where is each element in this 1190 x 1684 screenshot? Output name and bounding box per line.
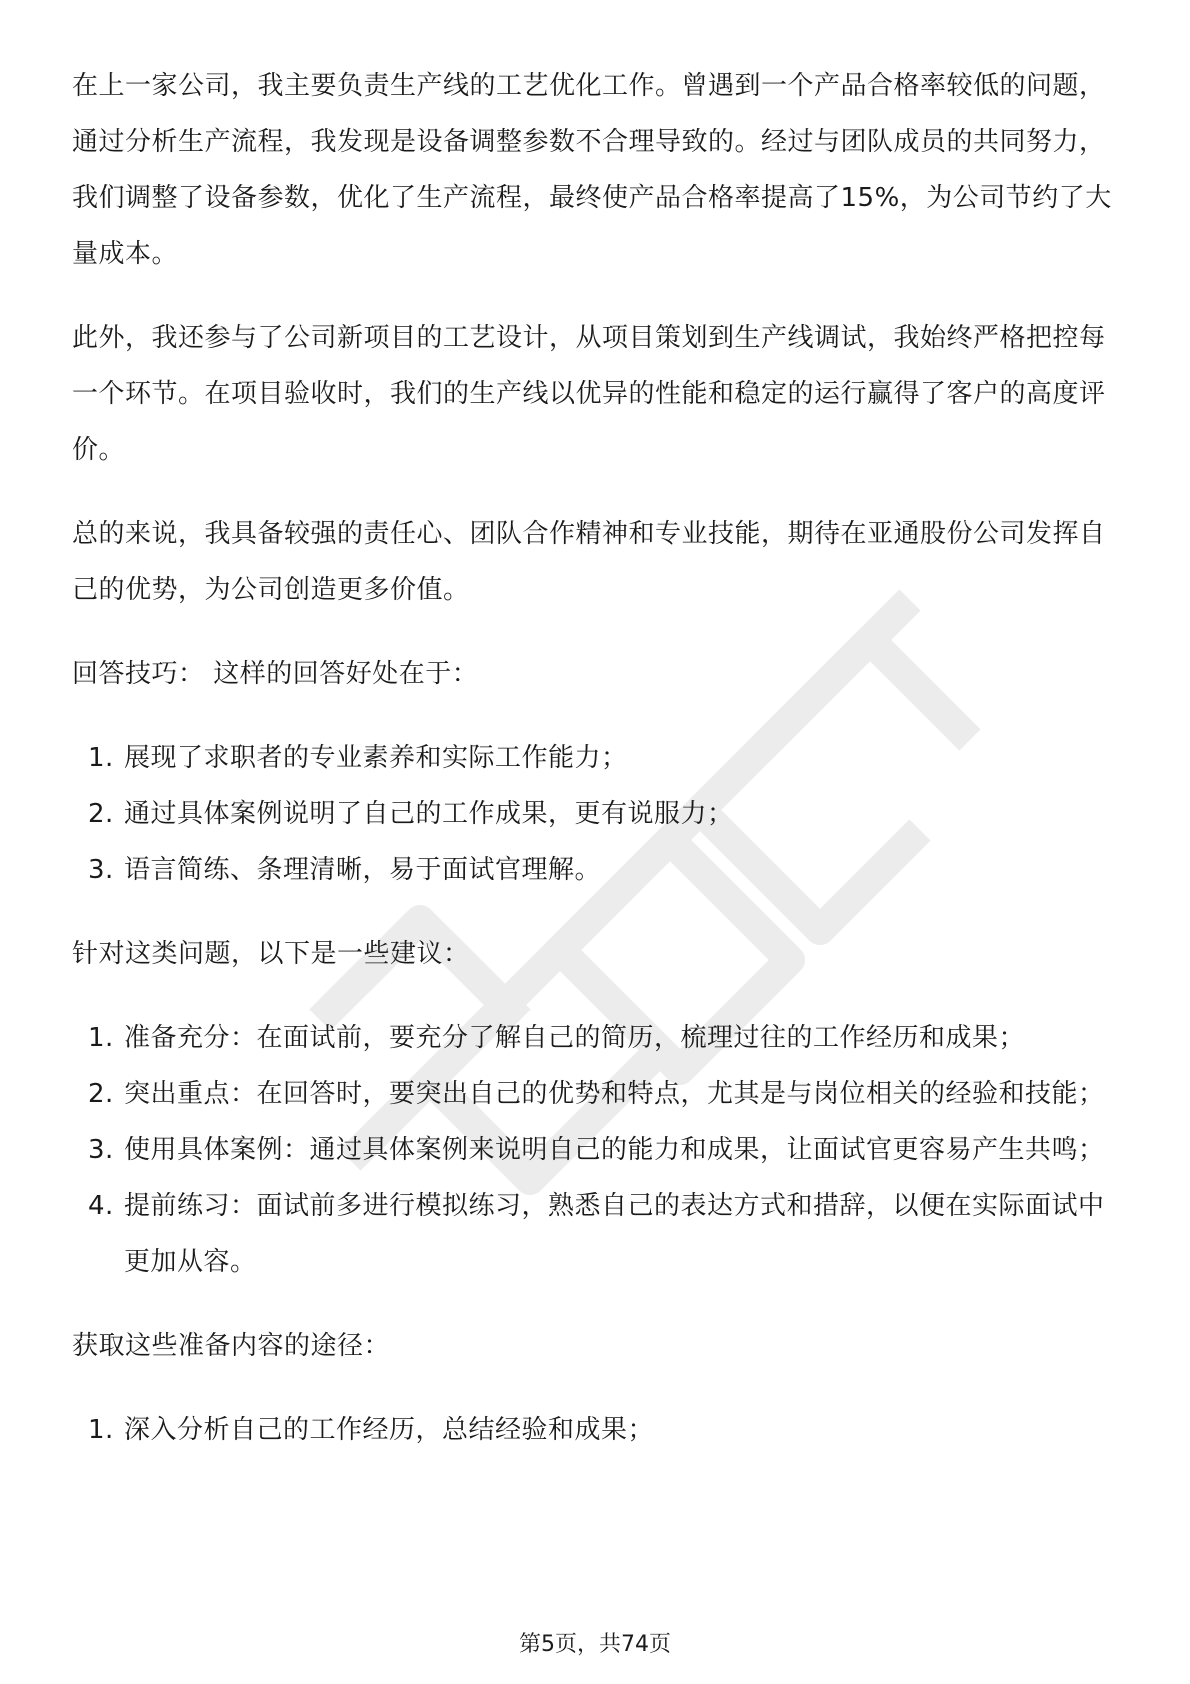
list-item: 4. 提前练习：面试前多进行模拟练习，熟悉自己的表达方式和措辞，以便在实际面试中更加从容。	[88, 1191, 1105, 1277]
answer-benefits-list	[72, 730, 1122, 898]
heading-suggestions: 针对这类问题，以下是一些建议：	[72, 939, 470, 969]
list-item: 1. 深入分析自己的工作经历，总结经验和成果；	[88, 1415, 655, 1445]
paragraph-summary: 总的来说，我具备较强的责任心、团队合作精神和专业技能，期待在亚通股份公司发挥自己的优势，为公司创造更多价值。	[72, 519, 1106, 605]
sources-list	[72, 1402, 1122, 1458]
paragraph-project: 此外，我还参与了公司新项目的工艺设计，从项目策划到生产线调试，我始终严格把控每一个环节。在项目验收时，我们的生产线以优异的性能和稳定的运行赢得了客户的高度评价。	[72, 323, 1106, 465]
heading-sources: 获取这些准备内容的途径：	[72, 1331, 391, 1361]
page-number: 第5页，共74页	[519, 1632, 671, 1657]
list-item: 3. 使用具体案例：通过具体案例来说明自己的能力和成果，让面试官更容易产生共鸣；	[88, 1135, 1105, 1165]
heading-answer-tips: 回答技巧： 这样的回答好处在于：	[72, 659, 479, 689]
paragraph-experience: 在上一家公司，我主要负责生产线的工艺优化工作。曾遇到一个产品合格率较低的问题，通过分析生产流程，我发现是设备调整参数不合理导致的。经过与团队成员的共同努力，我们调整了设备参数，优化了生产流程，最终使产品合格率提高了15%，为公司节约了大量成本。	[72, 71, 1112, 269]
list-item: 3. 语言简练、条理清晰，易于面试官理解。	[88, 855, 602, 885]
list-item: 1. 准备充分：在面试前，要充分了解自己的简历，梳理过往的工作经历和成果；	[88, 1023, 1026, 1053]
list-item: 2. 通过具体案例说明了自己的工作成果，更有说服力；	[88, 799, 734, 829]
document-body	[72, 58, 1122, 1486]
suggestions-list	[72, 1010, 1122, 1290]
list-item: 2. 突出重点：在回答时，要突出自己的优势和特点，尤其是与岗位相关的经验和技能；	[88, 1079, 1105, 1109]
list-item: 1. 展现了求职者的专业素养和实际工作能力；	[88, 743, 628, 773]
